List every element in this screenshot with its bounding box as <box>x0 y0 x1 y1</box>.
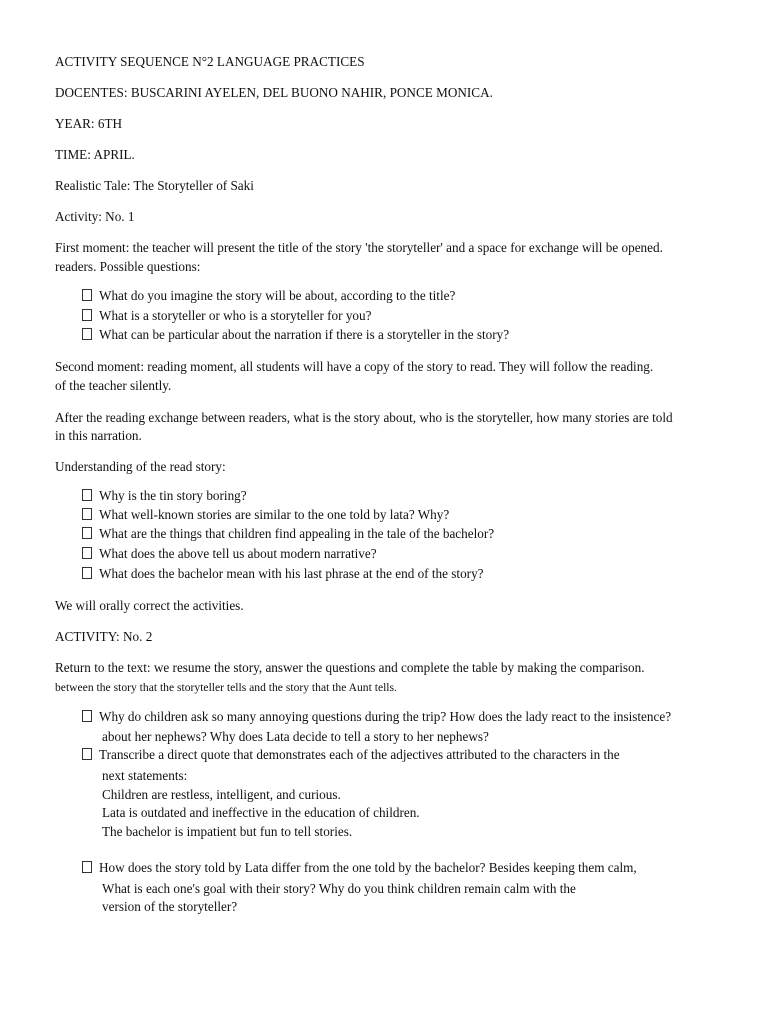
bullet-text: What can be particular about the narration if there is a storyteller in the story? <box>99 327 510 342</box>
checkbox-icon <box>82 309 92 321</box>
bullet-item <box>82 746 620 763</box>
first-moment-line1: First moment: the teacher will present the title of the story 'the storyteller' and a space for exchange will be opened. <box>55 240 663 255</box>
activity2-heading: ACTIVITY: No. 2 <box>55 629 153 644</box>
statement-line: Children are restless, intelligent, and curious. <box>102 787 341 802</box>
bullet-text: Why is the tin story boring? <box>99 488 247 503</box>
time-line: TIME: APRIL. <box>55 147 135 162</box>
tale-line: Realistic Tale: The Storyteller of Saki <box>55 178 254 193</box>
bullet-text: Transcribe a direct quote that demonstrates each of the adjectives attributed to the characters in the <box>99 747 620 762</box>
bullet-text: What are the things that children find appealing in the tale of the bachelor? <box>99 526 495 541</box>
bullet-item <box>82 565 484 582</box>
bullet-text: What do you imagine the story will be about, according to the title? <box>99 288 456 303</box>
bullet-text: Why do children ask so many annoying questions during the trip? How does the lady react to the insistence? <box>99 709 672 724</box>
bullet-item <box>82 487 247 504</box>
bullet-text: What well-known stories are similar to the one told by lata? Why? <box>99 507 450 522</box>
bullet-text: What does the bachelor mean with his last phrase at the end of the story? <box>99 566 484 581</box>
second-moment-line1: Second moment: reading moment, all students will have a copy of the story to read. They will follow the reading. <box>55 359 654 374</box>
bullet-continuation: about her nephews? Why does Lata decide to tell a story to her nephews? <box>102 729 489 744</box>
bullet-continuation: version of the storyteller? <box>102 899 238 914</box>
checkbox-icon <box>82 748 92 760</box>
checkbox-icon <box>82 710 92 722</box>
after-reading-line1: After the reading exchange between readers, what is the story about, who is the storyteller, how many stories are told <box>55 410 673 425</box>
bullet-item <box>82 506 449 523</box>
checkbox-icon <box>82 328 92 340</box>
checkbox-icon <box>82 567 92 579</box>
first-moment-line2: readers. Possible questions: <box>55 259 201 274</box>
bullet-item <box>82 326 509 343</box>
understanding-heading: Understanding of the read story: <box>55 459 226 474</box>
bullet-text: What does the above tell us about modern narrative? <box>99 546 377 561</box>
bullet-item <box>82 708 671 725</box>
checkbox-icon <box>82 489 92 501</box>
activity1-heading: Activity: No. 1 <box>55 209 135 224</box>
bullet-continuation: next statements: <box>102 768 188 783</box>
checkbox-icon <box>82 508 92 520</box>
statement-line: The bachelor is impatient but fun to tell stories. <box>102 824 353 839</box>
activity2-intro-line2: between the story that the storyteller tells and the story that the Aunt tells. <box>55 681 397 694</box>
bullet-item <box>82 545 377 562</box>
bullet-item <box>82 525 494 542</box>
bullet-item <box>82 287 455 304</box>
checkbox-icon <box>82 527 92 539</box>
bullet-item <box>82 859 637 876</box>
statement-line: Lata is outdated and ineffective in the education of children. <box>102 805 420 820</box>
teachers-line: DOCENTES: BUSCARINI AYELEN, DEL BUONO NAHIR, PONCE MONICA. <box>55 85 493 100</box>
bullet-item <box>82 307 371 324</box>
document-title: ACTIVITY SEQUENCE N°2 LANGUAGE PRACTICES <box>55 54 365 69</box>
second-moment-line2: of the teacher silently. <box>55 378 172 393</box>
correction-line: We will orally correct the activities. <box>55 598 244 613</box>
activity2-intro-line1: Return to the text: we resume the story, answer the questions and complete the table by making the comparison. <box>55 660 645 675</box>
year-line: YEAR: 6TH <box>55 116 123 131</box>
after-reading-line2: in this narration. <box>55 428 142 443</box>
bullet-text: How does the story told by Lata differ from the one told by the bachelor? Besides keeping them calm, <box>99 860 637 875</box>
bullet-text: What is a storyteller or who is a storyteller for you? <box>99 308 372 323</box>
checkbox-icon <box>82 289 92 301</box>
bullet-continuation: What is each one's goal with their story? Why do you think children remain calm with the <box>102 881 576 896</box>
checkbox-icon <box>82 547 92 559</box>
checkbox-icon <box>82 861 92 873</box>
